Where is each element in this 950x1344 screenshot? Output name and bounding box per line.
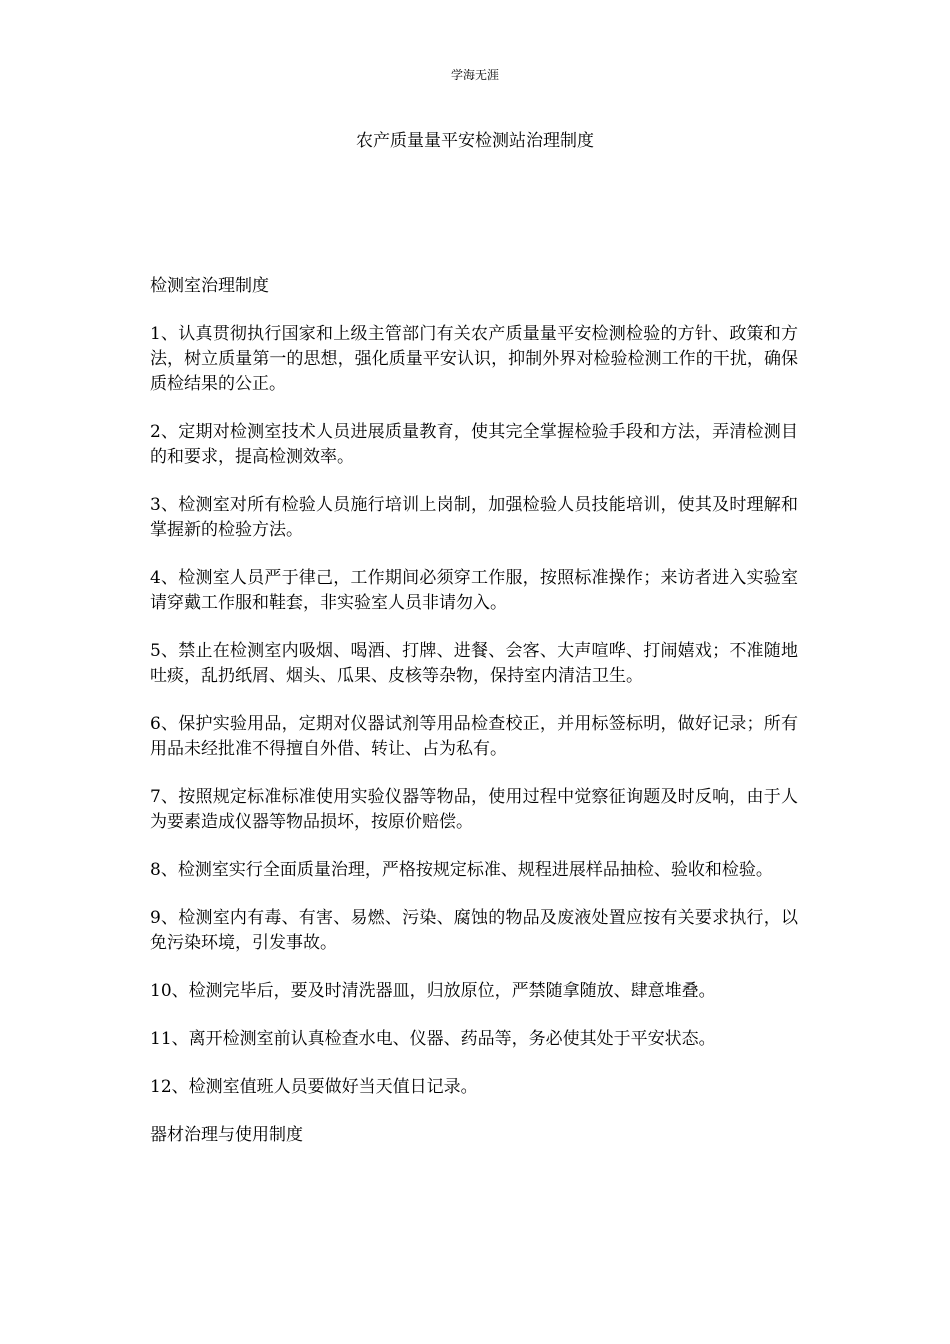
rule-item-12: 12、检测室值班人员要做好当天值日记录。 [150, 1077, 478, 1097]
document-title: 农产质量量平安检测站治理制度 [356, 131, 594, 151]
rule-item-9: 9、检测室内有毒、有害、易燃、污染、腐蚀的物品及废液处置应按有关要求执行，以免污染环境，引发事故。 [150, 908, 798, 953]
rule-item-7: 7、按照规定标准标准使用实验仪器等物品，使用过程中觉察征询题及时反响，由于人为要素造成仪器等物品损坏，按原价赔偿。 [150, 787, 798, 832]
page-header: 学海无涯 [450, 68, 499, 82]
rule-item-8: 8、检测室实行全面质量治理，严格按规定标准、规程进展样品抽检、验收和检验。 [150, 860, 773, 880]
rule-item-1: 1、认真贯彻执行国家和上级主管部门有关农产质量量平安检测检验的方针、政策和方法，树立质量第一的思想，强化质量平安认识，抑制外界对检验检测工作的干扰，确保质检结果的公正。 [150, 324, 798, 394]
section-heading-lab-management: 检测室治理制度 [150, 276, 269, 296]
rule-item-10: 10、检测完毕后，要及时清洗器皿，归放原位，严禁随拿随放、肆意堆叠。 [150, 981, 716, 1001]
rule-item-5: 5、禁止在检测室内吸烟、喝酒、打牌、进餐、会客、大声喧哗、打闹嬉戏；不准随地吐痰，乱扔纸屑、烟头、瓜果、皮核等杂物，保持室内清洁卫生。 [150, 641, 798, 686]
rule-item-6: 6、保护实验用品，定期对仪器试剂等用品检查校正，并用标签标明，做好记录；所有用品未经批准不得擅自外借、转让、占为私有。 [150, 714, 798, 759]
rule-item-11: 11、离开检测室前认真检查水电、仪器、药品等，务必使其处于平安状态。 [150, 1029, 716, 1049]
rule-item-4: 4、检测室人员严于律己，工作期间必须穿工作服，按照标准操作；来访者进入实验室请穿戴工作服和鞋套，非实验室人员非请勿入。 [150, 568, 798, 613]
section-heading-equipment-management: 器材治理与使用制度 [150, 1125, 303, 1145]
rule-item-2: 2、定期对检测室技术人员进展质量教育，使其完全掌握检验手段和方法，弄清检测目的和要求，提高检测效率。 [150, 422, 798, 467]
rule-item-3: 3、检测室对所有检验人员施行培训上岗制，加强检验人员技能培训，使其及时理解和掌握新的检验方法。 [150, 495, 798, 540]
document-body [150, 274, 798, 1171]
